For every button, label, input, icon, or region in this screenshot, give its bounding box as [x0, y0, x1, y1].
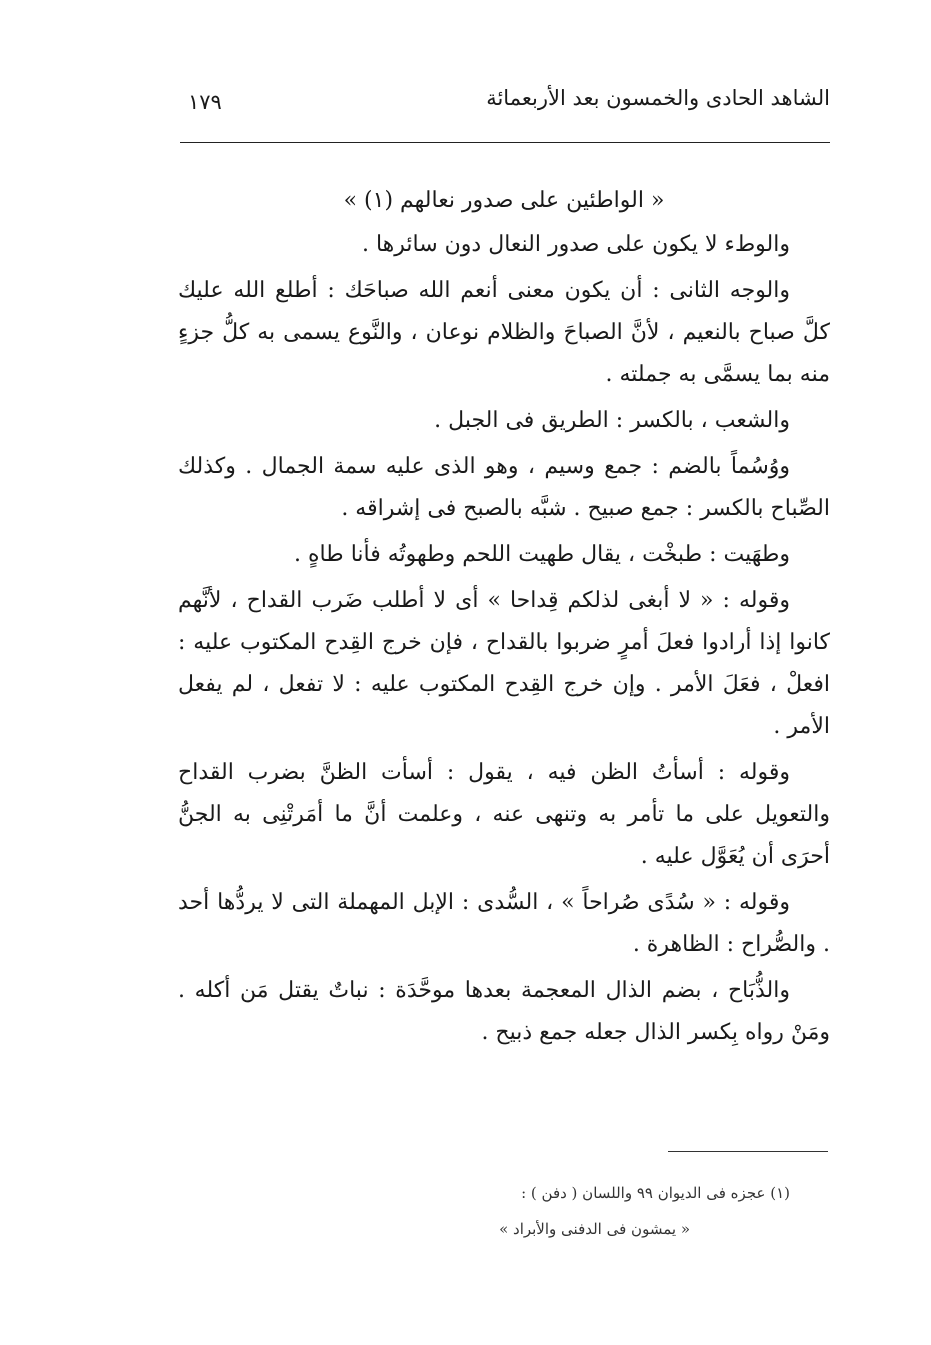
- paragraph: وقوله : أسأتُ الظن فيه ، يقول : أسأت الظنَّ بضرب القداح والتعويل على ما تأمر به وتنهى عنه ، وعلمت أنَّ ما أمَرتْنِى به الجنُّ أحرَى أن يُعَوَّل عليه .: [178, 760, 830, 869]
- paragraph: وقوله : « لا أبغى لذلكم قِداحا » أى لا أطلب ضَرب القداح ، لأنَّهم كانوا إذا أرادوا فعلَ أمرٍ ضربوا بالقداح ، فإن خرج القِدح المكتوب عليه : افعلْ ، فعَلَ الأمر . وإن خرج القِدح المكتوب عليه : لا تفعل ، لم يفعل الأمر .: [178, 588, 830, 739]
- footnotes: [300, 1175, 790, 1247]
- verse-line: « الواطئين على صدور نعالهم (١) »: [343, 188, 665, 213]
- paragraph: وقوله : « سُدًى صُراحاً » ، السُّدى : الإبل المهملة التى لا يردُّها أحد . والصُّراح : الظاهرة .: [178, 890, 830, 957]
- running-title: الشاهد الحادى والخمسون بعد الأربعمائة: [486, 86, 830, 110]
- header-divider: [180, 142, 830, 143]
- page-header: [180, 86, 830, 126]
- footnote-divider: [668, 1151, 828, 1152]
- paragraph: ووُسُماً بالضم : جمع وسيم ، وهو الذى عليه سمة الجمال . وكذلك الصِّباح بالكسر : جمع صبيح . شبَّه بالصبح فى إشراقه .: [178, 454, 830, 521]
- paragraph: وطهَيت : طبخْت ، يقال طهيت اللحم وطهوتُه فأنا طاهٍ .: [293, 542, 790, 567]
- paragraph: والوطء لا يكون على صدور النعال دون سائرها .: [361, 232, 790, 257]
- paragraph: والشعب ، بالكسر : الطريق فى الجبل .: [434, 408, 790, 433]
- paragraph: والذُّبَاح ، بضم الذال المعجمة بعدها موحَّدَة : نباتٌ يقتل مَن أكله . ومَنْ رواه بِكسر الذال جعله جمع ذبيح .: [178, 978, 830, 1045]
- page-number: ١٧٩: [188, 90, 222, 114]
- paragraph: والوجه الثانى : أن يكون معنى أنعم الله صباحَك : أطلع الله عليك كلَّ صباح بالنعيم ، لأنَّ الصباحَ والظلام نوعان ، والنَّوع يسمى به كلُّ جزءٍ منه بما يسمَّى به جملته .: [178, 278, 830, 387]
- body-text: [178, 180, 830, 1058]
- footnote-line: (١) عجزه فى الديوان ٩٩ واللسان ( دفن ) :: [521, 1184, 790, 1202]
- footnote-verse: « يمشون فى الدفنى والأبراد »: [499, 1220, 690, 1238]
